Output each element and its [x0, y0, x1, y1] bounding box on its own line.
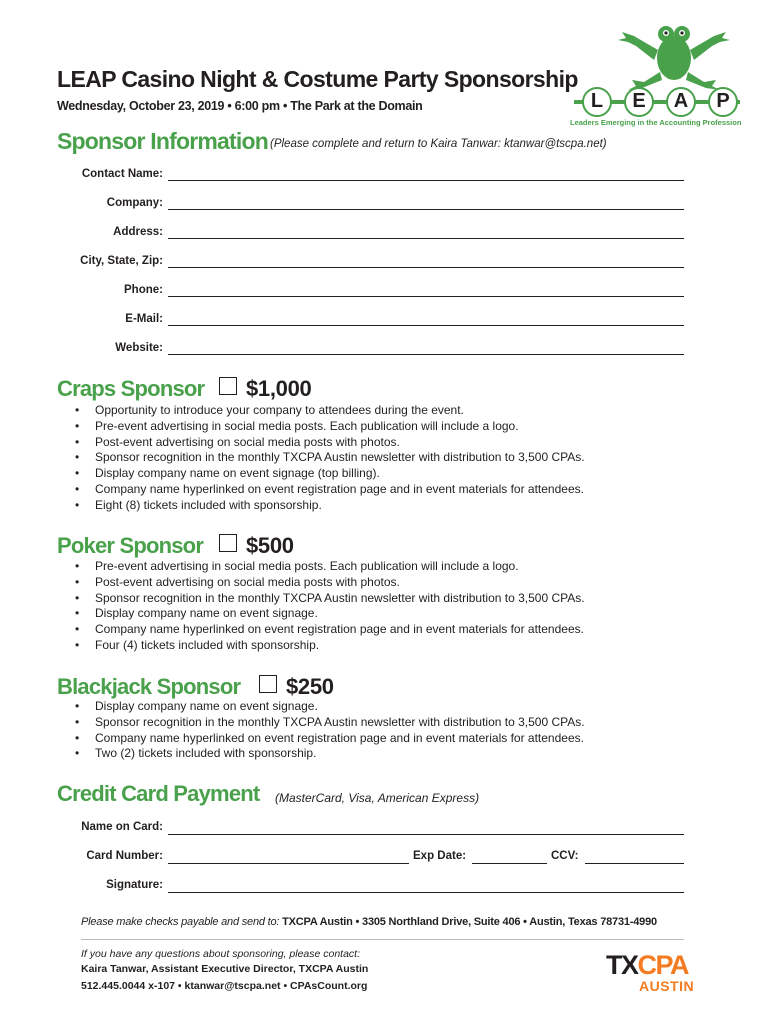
leap-tagline: Leaders Emerging in the Accounting Profession	[570, 118, 742, 127]
credit-card-note: (MasterCard, Visa, American Express)	[275, 791, 480, 805]
blackjack-sponsor-heading: Blackjack Sponsor	[57, 674, 241, 699]
txcpa-cpa: CPA	[637, 950, 689, 980]
list-item: • Opportunity to introduce your company to attendees during the event.	[75, 403, 585, 419]
exp-date-field[interactable]	[472, 849, 547, 864]
company-label: Company:	[106, 197, 163, 209]
poker-sponsor-checkbox[interactable]	[219, 534, 237, 552]
blackjack-sponsor-checkbox[interactable]	[259, 675, 277, 693]
company-row	[13, 197, 163, 215]
list-item: • Sponsor recognition in the monthly TXCPA Austin newsletter with distribution to 3,500 CPAs.	[75, 715, 585, 731]
name-on-card-label: Name on Card:	[81, 821, 163, 833]
email-label: E-Mail:	[125, 313, 163, 325]
address-field[interactable]	[168, 224, 684, 239]
list-item: • Company name hyperlinked on event registration page and in event materials for attendees.	[75, 731, 585, 747]
txcpa-austin: AUSTIN	[639, 978, 695, 994]
exp-date-label: Exp Date:	[413, 850, 467, 862]
contact-name-row	[13, 168, 163, 186]
leap-letter-p: P	[708, 87, 738, 117]
poker-sponsor-price: $500	[246, 533, 294, 558]
email-row	[13, 313, 163, 331]
list-item: • Sponsor recognition in the monthly TXCPA Austin newsletter with distribution to 3,500 CPAs.	[75, 591, 585, 607]
credit-card-heading: Credit Card Payment	[57, 781, 260, 806]
checks-instructions	[81, 916, 657, 928]
list-item: • Pre-event advertising in social media posts. Each publication will include a logo.	[75, 559, 585, 575]
blackjack-sponsor-price: $250	[286, 674, 334, 699]
signature-row	[13, 879, 163, 897]
website-row	[13, 342, 163, 360]
name-on-card-row	[13, 821, 163, 839]
ccv-field[interactable]	[585, 849, 684, 864]
contact-name-field[interactable]	[168, 166, 684, 181]
craps-sponsor-heading: Craps Sponsor	[57, 376, 205, 401]
list-item: • Post-event advertising on social media posts with photos.	[75, 575, 585, 591]
txcpa-wordmark	[606, 951, 688, 979]
website-field[interactable]	[168, 340, 684, 355]
list-item: • Company name hyperlinked on event registration page and in event materials for attendees.	[75, 622, 585, 638]
craps-benefits-list	[75, 403, 585, 514]
company-field[interactable]	[168, 195, 684, 210]
address-label: Address:	[113, 226, 163, 238]
checks-prefix: Please make checks payable and send to:	[81, 916, 283, 928]
txcpa-austin-logo	[606, 951, 696, 997]
city-state-zip-field[interactable]	[168, 253, 684, 268]
sponsor-info-heading: Sponsor Information	[57, 128, 268, 154]
divider	[81, 939, 684, 940]
leap-letter-e: E	[624, 87, 654, 117]
card-number-row	[13, 850, 163, 868]
city-state-zip-row	[13, 255, 163, 273]
craps-sponsor-price: $1,000	[246, 376, 312, 401]
poker-benefits-list	[75, 559, 585, 654]
phone-row	[13, 284, 163, 302]
txcpa-tx: TX	[606, 950, 638, 980]
list-item: • Display company name on event signage.	[75, 699, 585, 715]
list-item: • Display company name on event signage (top billing).	[75, 466, 585, 482]
list-item: • Two (2) tickets included with sponsorship.	[75, 746, 585, 762]
list-item: • Display company name on event signage.	[75, 606, 585, 622]
checks-address: TXCPA Austin • 3305 Northland Drive, Suite 406 • Austin, Texas 78731-4990	[282, 916, 657, 928]
card-number-field[interactable]	[168, 849, 409, 864]
signature-label: Signature:	[106, 879, 163, 891]
address-row	[13, 226, 163, 244]
leap-logo	[570, 14, 742, 132]
name-on-card-field[interactable]	[168, 820, 684, 835]
contact-details: 512.445.0044 x-107 • ktanwar@tscpa.net • CPAsCount.org	[81, 980, 368, 992]
page-title: LEAP Casino Night & Costume Party Sponsorship	[57, 66, 578, 92]
list-item: • Sponsor recognition in the monthly TXCPA Austin newsletter with distribution to 3,500 CPAs.	[75, 450, 585, 466]
list-item: • Four (4) tickets included with sponsorship.	[75, 638, 585, 654]
list-item: • Company name hyperlinked on event registration page and in event materials for attendees.	[75, 482, 585, 498]
contact-question: If you have any questions about sponsoring, please contact:	[81, 948, 361, 960]
card-number-label: Card Number:	[86, 850, 163, 862]
phone-label: Phone:	[124, 284, 163, 296]
ccv-label: CCV:	[551, 850, 579, 862]
list-item: • Eight (8) tickets included with sponsorship.	[75, 498, 585, 514]
craps-sponsor-checkbox[interactable]	[219, 377, 237, 395]
list-item: • Post-event advertising on social media posts with photos.	[75, 435, 585, 451]
city-state-zip-label: City, State, Zip:	[80, 255, 163, 267]
phone-field[interactable]	[168, 282, 684, 297]
leap-letter-l: L	[582, 87, 612, 117]
signature-field[interactable]	[168, 878, 684, 893]
blackjack-benefits-list	[75, 699, 585, 762]
leap-letter-a: A	[666, 87, 696, 117]
sponsor-info-note: (Please complete and return to Kaira Tanwar: ktanwar@tscpa.net)	[270, 138, 607, 150]
contact-name-label: Contact Name:	[81, 168, 163, 180]
list-item: • Pre-event advertising in social media posts. Each publication will include a logo.	[75, 419, 585, 435]
frog-icon	[614, 14, 734, 94]
email-field[interactable]	[168, 311, 684, 326]
event-details: Wednesday, October 23, 2019 • 6:00 pm • The Park at the Domain	[57, 99, 423, 113]
poker-sponsor-heading: Poker Sponsor	[57, 533, 204, 558]
website-label: Website:	[115, 342, 163, 354]
contact-name: Kaira Tanwar, Assistant Executive Director, TXCPA Austin	[81, 963, 369, 975]
